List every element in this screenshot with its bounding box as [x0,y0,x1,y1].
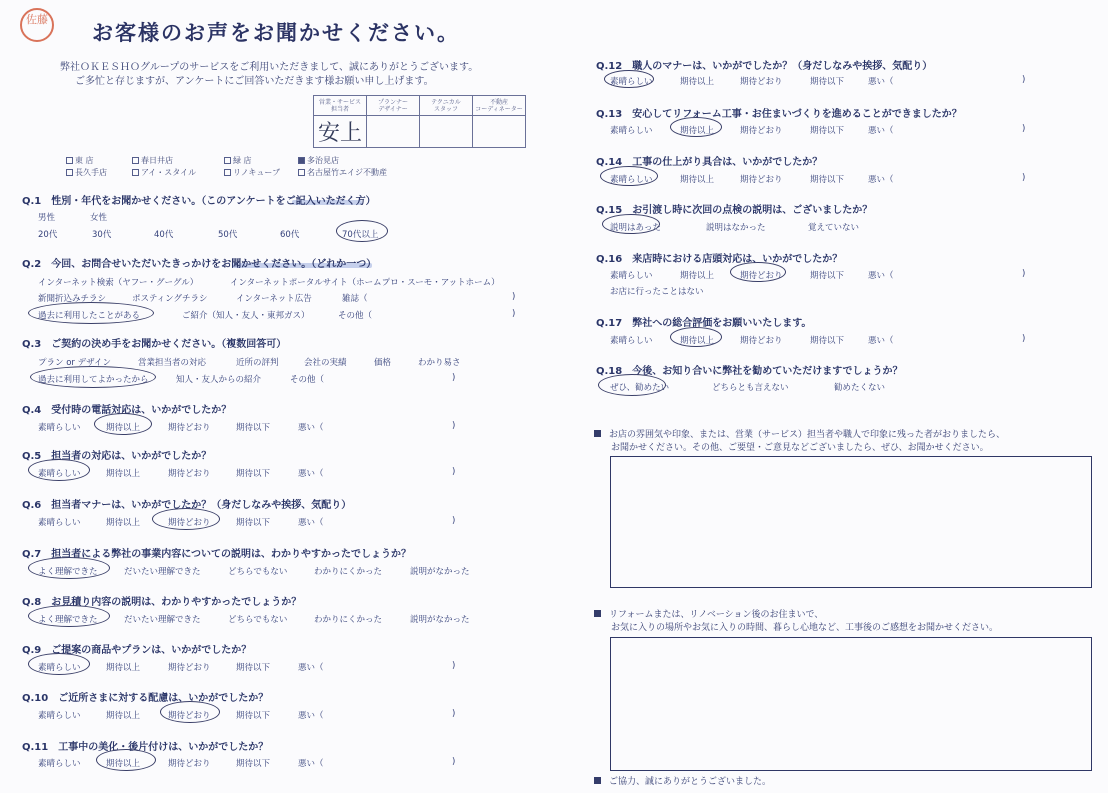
staff-header-technical: テクニカル スタッフ [420,96,473,116]
paren-close: ) [452,709,456,719]
paren-close: ) [452,421,456,431]
option[interactable]: 期待以上 [680,271,715,281]
paren-close: ) [512,309,516,319]
option-selected[interactable]: 期待以上 [680,336,715,346]
comment-2-label-line1: リフォームまたは、リノベーション後のお住まいで、 [594,607,823,620]
paren-close: ) [1022,334,1026,344]
option-selected[interactable]: よく理解できた [38,567,98,577]
staff-value-planner[interactable] [367,116,420,148]
comment-1-label-line2: お聞かせください。その他、ご要望・ご意見などございましたら、ぜひ、お聞かせください。 [611,443,989,453]
option[interactable]: 素晴らしい [38,423,81,433]
option[interactable]: 覚えていない [808,223,860,233]
question-14: Q.14 工事の仕上がり具合は、いかがでしたか？ [596,157,823,168]
option[interactable]: 素晴らしい [610,271,653,281]
checkbox-checked-icon[interactable] [298,157,305,164]
option[interactable]: 期待以下 [810,175,845,185]
option[interactable]: 期待以上 [680,77,715,87]
option[interactable]: 期待以下 [810,336,845,346]
option[interactable]: プラン or デザイン [38,358,112,368]
option[interactable]: わかり易さ [418,358,461,368]
option[interactable]: インターネット広告 [236,294,312,304]
answer-circle [28,557,110,579]
square-bullet-icon [594,430,601,437]
option[interactable]: 期待どおり [168,469,211,479]
answer-circle [730,262,786,282]
store-option-checked[interactable]: 多治見店 [298,155,339,166]
option[interactable]: 営業担当者の対応 [138,358,207,368]
store-option[interactable]: 長久手店 [66,167,107,178]
paren-close: ) [1022,173,1026,183]
answer-circle [670,327,722,347]
comment-1-textarea[interactable] [610,456,1092,588]
option[interactable]: 期待以下 [810,126,845,136]
paren-close: ) [452,757,456,767]
option[interactable]: その他（ [290,375,325,385]
option[interactable]: インターネット検索（ヤフー・グーグル） [38,278,199,288]
paren-close: ) [452,373,456,383]
option[interactable]: 悪い（ [868,175,894,185]
question-18: Q.18 今後、お知り合いに弊社を勧めていただけますでしょうか？ [596,366,903,377]
option[interactable]: だいたい理解できた [124,567,201,577]
answer-circle [670,117,722,137]
option[interactable]: 雑誌（ [342,294,368,304]
option[interactable]: 期待以下 [236,663,271,673]
option[interactable]: 説明がなかった [410,615,470,625]
checkbox-icon[interactable] [132,157,139,164]
option[interactable]: 悪い（ [298,518,324,528]
store-option[interactable]: アイ・スタイル [132,167,196,178]
option-selected[interactable]: 期待どおり [168,518,211,528]
option[interactable]: インターネットポータルサイト（ホームプロ・スーモ・アットホーム） [230,278,500,288]
option-selected[interactable]: 過去に利用したことがある [38,311,141,321]
option-selected[interactable]: 期待どおり [740,271,783,281]
question-5: Q.5 担当者の対応は、いかがでしたか？ [22,451,212,462]
question-7: Q.7 担当者による弊社の事業内容についての説明は、わかりやすかったでしょうか？ [22,549,412,560]
answer-circle [604,70,654,88]
option[interactable]: 悪い（ [868,271,894,281]
option-selected[interactable]: 素晴らしい [610,77,653,87]
comment-1-label-line1: お店の雰囲気や印象、または、営業（サービス）担当者や職人で印象に残った者がおりましたら、 [594,427,1005,440]
option[interactable]: 期待以下 [236,423,271,433]
answer-circle [94,413,152,435]
seal-stamp: 佐藤 [20,8,54,42]
question-11: Q.11 工事中の美化・後片付けは、いかがでしたか？ [22,742,269,753]
option[interactable]: 素晴らしい [38,711,81,721]
option[interactable]: 期待以上 [106,518,141,528]
option[interactable]: 期待どおり [168,759,211,769]
question-16: Q.16 来店時における店頭対応は、いかがでしたか？ [596,254,843,265]
paren-close: ) [452,467,456,477]
store-option[interactable]: 緑 店 [224,155,252,166]
option[interactable]: どちらでもない [228,615,288,625]
option[interactable]: わかりにくかった [314,567,383,577]
option[interactable]: 悪い（ [868,77,894,87]
checkbox-icon[interactable] [224,157,231,164]
question-8: Q.8 お見積り内容の説明は、わかりやすかったでしょうか？ [22,597,302,608]
option[interactable]: 期待以上 [680,175,715,185]
answer-circle [28,459,90,481]
option[interactable]: 期待どおり [740,77,783,87]
staff-value-sales[interactable]: 安上 [314,116,367,148]
answer-circle [602,214,660,234]
option[interactable]: どちらとも言えない [712,383,789,393]
answer-circle [30,366,156,388]
option[interactable]: 60代 [280,230,300,240]
option[interactable]: ポスティングチラシ [132,294,208,304]
option-selected[interactable]: 過去に利用してよかったから [38,375,149,385]
option[interactable]: どちらでもない [228,567,288,577]
option[interactable]: わかりにくかった [314,615,383,625]
option[interactable]: 50代 [218,230,238,240]
option[interactable]: 悪い（ [298,759,324,769]
option[interactable]: 期待以上 [106,469,141,479]
square-bullet-icon [594,777,601,784]
option[interactable]: 悪い（ [868,126,894,136]
question-10: Q.10 ご近所さまに対する配慮は、いかがでしたか？ [22,693,269,704]
option-selected[interactable]: ぜひ、勧めたい [610,383,670,393]
question-6: Q.6 担当者マナーは、いかがでしたか？（身だしなみや挨拶、気配り） [22,500,352,511]
staff-value-technical[interactable] [420,116,473,148]
answer-circle [152,508,220,530]
square-bullet-icon [594,610,601,617]
option-selected[interactable]: 素晴らしい [38,663,81,673]
question-12: Q.12 職人のマナーは、いかがでしたか？（身だしなみや挨拶、気配り） [596,61,933,72]
staff-header-planner: プランナー デザイナー [367,96,420,116]
option[interactable]: 素晴らしい [38,759,81,769]
option-selected[interactable]: 期待以上 [680,126,715,136]
option[interactable]: 素晴らしい [610,126,653,136]
staff-table [313,95,526,148]
option[interactable]: だいたい理解できた [124,615,201,625]
option-selected[interactable]: よく理解できた [38,615,98,625]
option[interactable]: 男性 [38,213,56,223]
option-selected[interactable]: 素晴らしい [38,469,81,479]
answer-circle [96,749,156,771]
intro-line-1: 弊社ＯＫＥＳＨＯグループのサービスをご利用いただきまして、誠にありがとうございます。 [60,62,479,73]
question-13: Q.13 安心してリフォーム工事・お住まいづくりを進めることができましたか？ [596,109,962,120]
question-1: Q.1 性別・年代をお聞かせください。（このアンケートをご記入いただく方） [22,196,376,207]
option[interactable]: 悪い（ [298,711,324,721]
option[interactable]: 期待以下 [236,469,271,479]
question-2: Q.2 今回、お問合せいただいたきっかけをお聞かせください。（どれか一つ） [22,259,377,270]
option[interactable]: その他（ [338,311,373,321]
option[interactable]: 会社の実績 [304,358,347,368]
paren-close: ) [512,292,516,302]
store-option[interactable]: 東 店 [66,155,94,166]
option-selected[interactable]: 期待どおり [168,711,211,721]
option[interactable]: 期待以上 [106,711,141,721]
answer-circle [28,653,90,675]
option[interactable]: 素晴らしい [610,336,653,346]
question-4: Q.4 受付時の電話対応は、いかがでしたか？ [22,405,232,416]
checkbox-icon[interactable] [66,169,73,176]
option[interactable]: 期待どおり [168,663,211,673]
option[interactable]: ご紹介（知人・友人・東邦ガス） [182,311,310,321]
option[interactable]: 悪い（ [298,663,324,673]
store-option[interactable]: 春日井店 [132,155,173,166]
question-9: Q.9 ご提案の商品やプランは、いかがでしたか？ [22,645,252,656]
option[interactable]: 悪い（ [298,423,324,433]
option[interactable]: 期待以上 [106,663,141,673]
thanks-line: ご協力、誠にありがとうございました。 [594,774,771,787]
paren-close: ) [1022,124,1026,134]
option[interactable]: 期待どおり [168,423,211,433]
option[interactable]: お店に行ったことはない [610,287,704,297]
page-title: お客様のお声をお聞かせください。 [92,21,460,45]
question-15: Q.15 お引渡し時に次回の点検の説明は、ございましたか？ [596,205,873,216]
option[interactable]: 期待以下 [236,711,271,721]
option[interactable]: 悪い（ [298,469,324,479]
option[interactable]: 40代 [154,230,174,240]
checkbox-icon[interactable] [224,169,231,176]
staff-header-sales: 営業・サービス 担当者 [314,96,367,116]
option[interactable]: 期待どおり [740,126,783,136]
option[interactable]: 20代 [38,230,58,240]
option[interactable]: 説明はなかった [706,223,766,233]
option[interactable]: 期待以下 [810,77,845,87]
option[interactable]: 説明がなかった [410,567,470,577]
answer-circle [28,605,110,627]
option[interactable]: 知人・友人からの紹介 [176,375,262,385]
answer-circle [598,374,666,396]
option-selected[interactable]: 説明はあった [610,223,661,233]
paren-close: ) [452,661,456,671]
staff-value-realestate[interactable] [473,116,526,148]
option[interactable]: 期待どおり [740,336,783,346]
store-option[interactable]: 名古屋竹エイジ不動産 [298,167,387,178]
comment-2-textarea[interactable] [610,637,1092,771]
question-3: Q.3 ご契約の決め手をお聞かせください。（複数回答可） [22,339,287,350]
checkbox-icon[interactable] [298,169,305,176]
option[interactable]: 期待以下 [236,518,271,528]
checkbox-icon[interactable] [132,169,139,176]
option-selected[interactable]: 70代以上 [342,230,379,240]
store-option[interactable]: リノキューブ [224,167,280,178]
option[interactable]: 女性 [90,213,108,223]
option[interactable]: 期待以下 [236,759,271,769]
option[interactable]: 価格 [374,358,392,368]
option[interactable]: 勧めたくない [834,383,886,393]
option[interactable]: 新聞折込みチラシ [38,294,107,304]
staff-header-realestate: 不動産 コーディネーター [473,96,526,116]
option[interactable]: 期待どおり [740,175,783,185]
option[interactable]: 悪い（ [868,336,894,346]
option-selected[interactable]: 期待以上 [106,759,141,769]
paren-close: ) [1022,269,1026,279]
answer-circle [28,302,154,324]
option-selected[interactable]: 素晴らしい [610,175,653,185]
answer-circle [336,220,388,242]
question-17: Q.17 弊社への総合評価をお願いいたします。 [596,318,812,329]
answer-circle [160,701,220,723]
option[interactable]: 素晴らしい [38,518,81,528]
checkbox-icon[interactable] [66,157,73,164]
option[interactable]: 近所の評判 [236,358,279,368]
paren-close: ) [1022,75,1026,85]
answer-circle [600,166,658,186]
option[interactable]: 30代 [92,230,112,240]
intro-line-2: ご多忙と存じますが、アンケートにご回答いただきます様お願い申し上げます。 [75,76,434,87]
option[interactable]: 期待以下 [810,271,845,281]
paren-close: ) [452,516,456,526]
comment-2-label-line2: お気に入りの場所やお気に入りの時間、暮らし心地など、工事後のご感想をお聞かせください。 [611,623,999,633]
option-selected[interactable]: 期待以上 [106,423,141,433]
